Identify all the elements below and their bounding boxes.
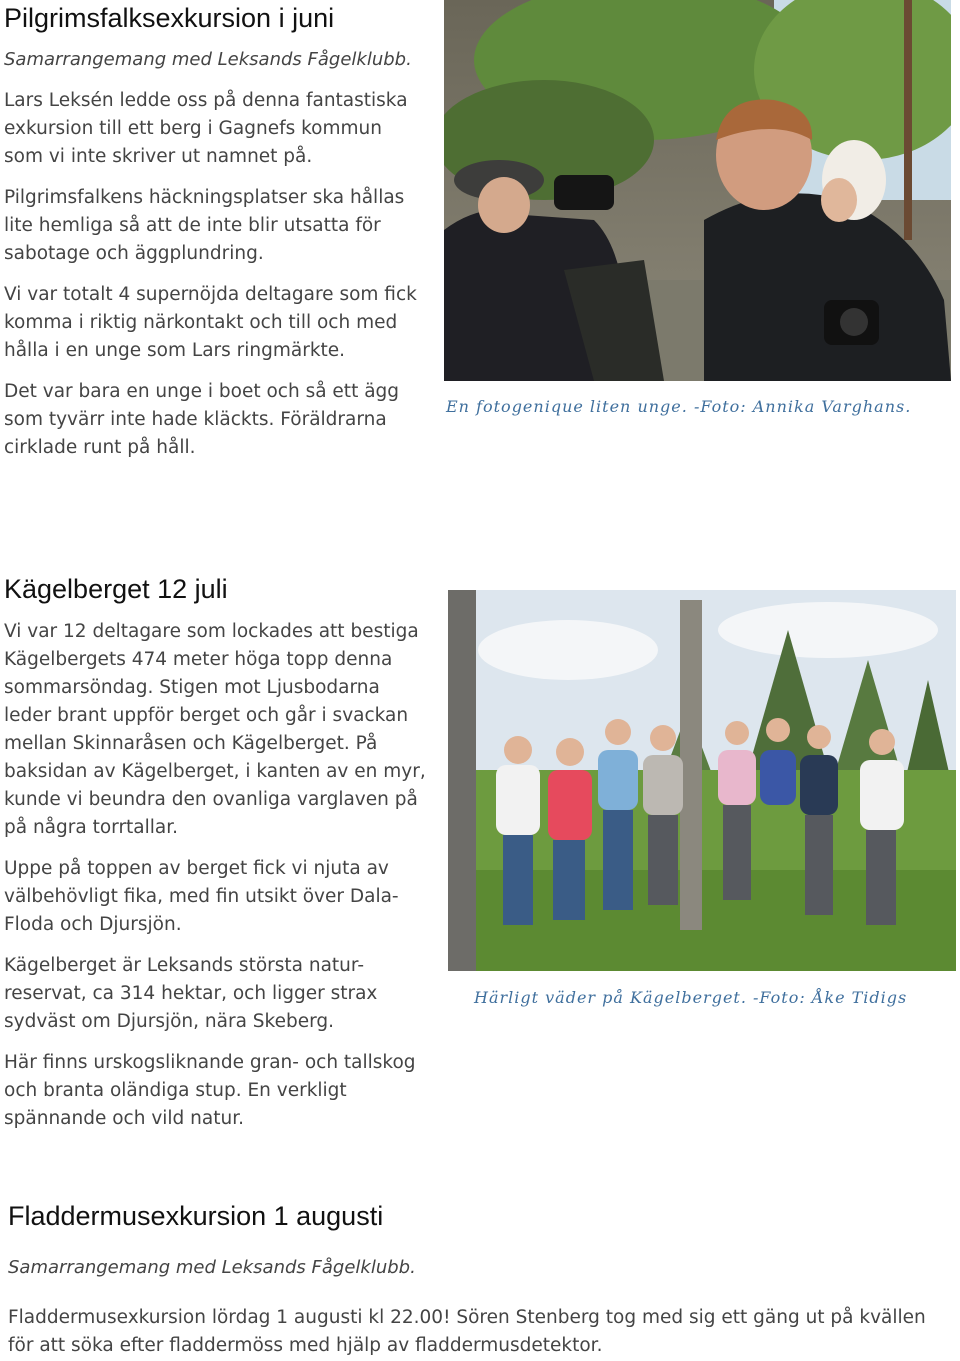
falcon-chick-photo (444, 0, 951, 381)
paragraph: Vi var 12 deltagare som lockades att bestiga Kägelbergets 474 meter höga topp denna sommarsöndag. Stigen mot Ljusbodarna leder brant uppför berget och går i svackan mellan Skinnaråsen och Kägelberget. På baksidan av Kägelberget, i kanten av en myr, kunde vi beundra den ovanliga varglaven på på några torrtallar. (4, 621, 426, 838)
group-hike-photo (448, 590, 956, 971)
paragraph: Pilgrimsfalkens häckningsplatser ska hållas lite hemliga så att de inte blir utsatta för sabotage och äggplundring. (4, 187, 405, 264)
paragraph: Här finns urskogsliknande gran- och tallskog och branta oländiga stup. En verkligt spännande och vild natur. (4, 1052, 416, 1129)
paragraph: Det var bara en unge i boet och så ett ägg som tyvärr inte hade kläckts. Föräldrarna cirklade runt på håll. (4, 381, 400, 458)
section-title-kagelberget: Kägelberget 12 juli (4, 574, 228, 604)
section-title-fladdermus: Fladdermusexkursion 1 augusti (8, 1201, 384, 1231)
paragraph: Lars Leksén ledde oss på denna fantastiska exkursion till ett berg i Gagnefs kommun som vi inte skriver ut namnet på. (4, 90, 408, 167)
paragraph: Vi var totalt 4 supernöjda deltagare som fick komma i riktig närkontakt och till och med hålla i en unge som Lars ringmärkte. (4, 284, 417, 361)
paragraph: Kägelberget är Leksands största natur-reservat, ca 314 hektar, och ligger strax sydväst om Djursjön, nära Skeberg. (4, 955, 378, 1032)
paragraph: Uppe på toppen av berget fick vi njuta av välbehövligt fika, med fin utsikt över Dala-Floda och Djursjön. (4, 858, 399, 935)
section-subtitle: Samarrangemang med Leksands Fågelklubb. (8, 1257, 416, 1278)
paragraph: Fladdermusexkursion lördag 1 augusti kl 22.00! Sören Stenberg tog med sig ett gäng ut på kvällen för att söka efter fladdermöss med hjälp av fladdermusdetektor. (8, 1307, 926, 1356)
section-title-pilgrimsfalk: Pilgrimsfalksexkursion i juni (4, 3, 335, 33)
photo-caption: Härligt väder på Kägelberget. -Foto: Åke Tidigs (474, 988, 908, 1007)
photo-caption: En fotogenique liten unge. -Foto: Annika Varghans. (446, 397, 912, 416)
section-subtitle: Samarrangemang med Leksands Fågelklubb. (4, 49, 412, 70)
